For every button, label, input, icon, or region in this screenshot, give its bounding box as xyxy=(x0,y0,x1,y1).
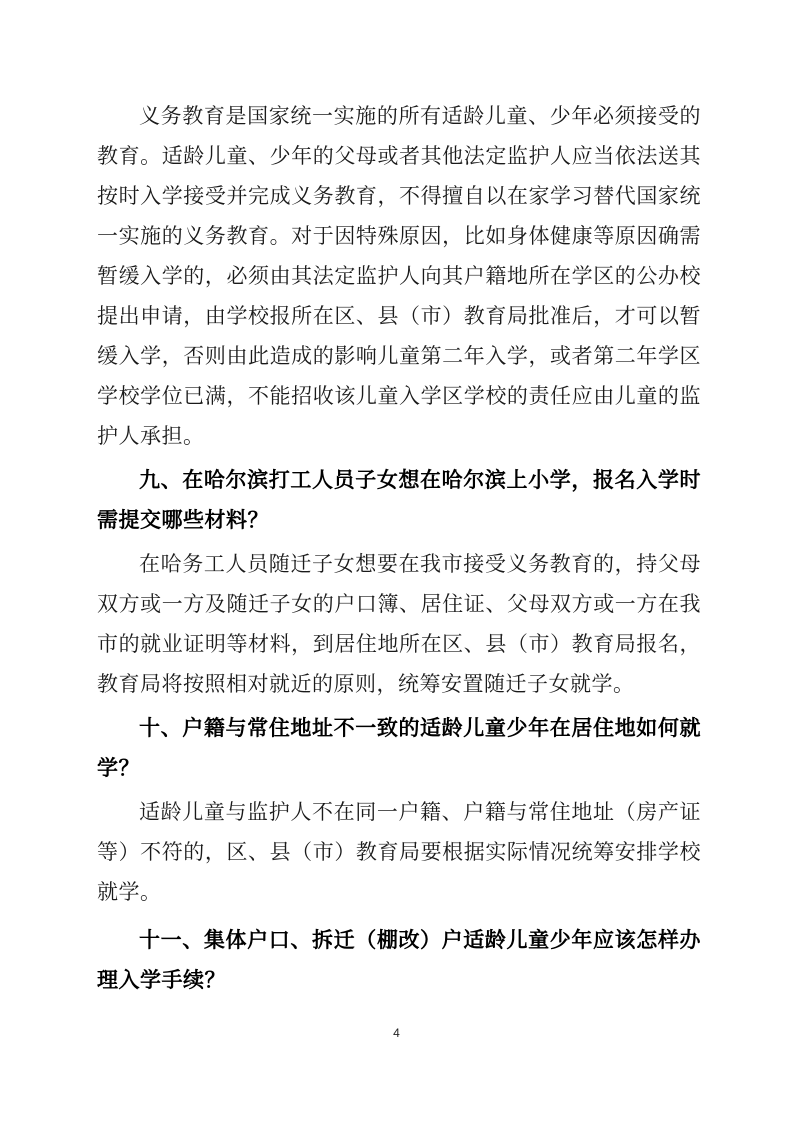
heading-question-11: 十一、集体户口、拆迁（棚改）户适龄儿童少年应该怎样办理入学手续？ xyxy=(97,928,701,992)
paragraph-compulsory-education: 义务教育是国家统一实施的所有适龄儿童、少年必须接受的教育。适龄儿童、少年的父母或者其他法定监护人应当依法送其按时入学接受并完成义务教育，不得擅自以在家学习替代国家统一实施的义务教育。对于因特殊原因，比如身体健康等原因确需暂缓入学的，必须由其法定监护人向其户籍地所在学区的公办校提出申请，由学校报所在区、县（市）教育局批准后，才可以暂缓入学，否则由此造成的影响儿童第二年入学，或者第二年学区学校学位已满，不能招收该儿童入学区学校的责任应由儿童的监护人承担。 xyxy=(97,104,701,448)
document-body xyxy=(97,96,701,1000)
paragraph-answer-10: 适龄儿童与监护人不在同一户籍、户籍与常住地址（房产证等）不符的，区、县（市）教育局要根据实际情况统筹安排学校就学。 xyxy=(97,800,701,904)
page-number: 4 xyxy=(393,1026,400,1040)
heading-question-9: 九、在哈尔滨打工人员子女想在哈尔滨上小学，报名入学时需提交哪些材料？ xyxy=(97,468,701,532)
heading-question-10: 十、户籍与常住地址不一致的适龄儿童少年在居住地如何就学？ xyxy=(97,716,701,780)
paragraph-answer-9: 在哈务工人员随迁子女想要在我市接受义务教育的，持父母双方或一方及随迁子女的户口簿、居住证、父母双方或一方在我市的就业证明等材料，到居住地所在区、县（市）教育局报名，教育局将按照相对就近的原则，统筹安置随迁子女就学。 xyxy=(97,552,701,696)
